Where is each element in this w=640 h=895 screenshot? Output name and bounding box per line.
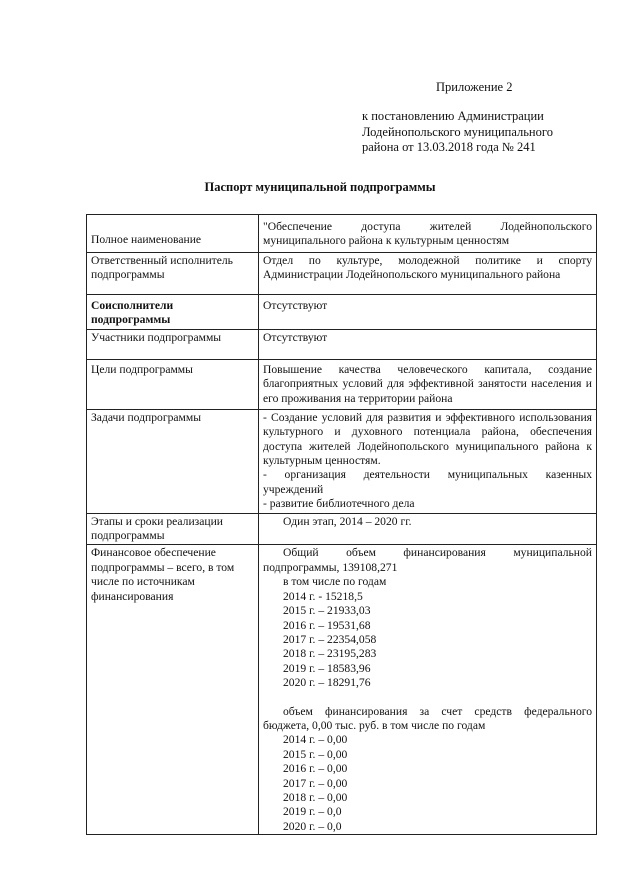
row-label [87,295,259,330]
document-title: Паспорт муниципальной подпрограммы [204,180,436,194]
label-finance: Финансовое обеспечение подпрограммы – всего, в том числе по источникам финансирования [91,546,235,603]
label-tasks: Задачи подпрограммы [91,410,201,424]
row-value [259,295,597,330]
table-row [87,409,597,513]
federal-year: 2015 г. – 0,00 [283,747,348,761]
decree-line: к постановлению Администрации [362,109,544,123]
value-goals: Повышение качества человеческого капитала, создание благоприятных условий для эффективной занятости населения и его проживания на территории района [263,362,592,405]
federal-year: 2019 г. – 0,0 [283,805,342,819]
value-stages: Один этап, 2014 – 2020 гг. [283,514,412,528]
task-item: - организация деятельности муниципальных казенных учреждений [263,468,592,496]
table-row [87,215,597,253]
row-label [87,359,259,409]
label-executor: Ответственный исполнитель подпрограммы [91,254,233,282]
row-label [87,513,259,545]
federal-year: 2014 г. – 0,00 [283,733,348,747]
row-value [259,513,597,545]
value-full-name: "Обеспечение доступа жителей Лодейнопольского муниципального района к культурным ценностям [263,220,592,248]
finance-total-text: Общий объем финансирования муниципальной подпрограммы, 139108,271 [263,546,592,574]
federal-total [263,705,592,734]
row-label [87,253,259,295]
spacer [263,691,592,705]
appendix-label: Приложение 2 [436,80,513,94]
task-item: - развитие библиотечного дела [263,497,415,511]
value-executor: Отдел по культуре, молодежной политике и спорту Администрации Лодейнопольского муниципального района [263,254,592,282]
row-value [259,253,597,295]
federal-year: 2018 г. – 0,00 [283,790,348,804]
table-row [87,295,597,330]
label-coexecutors: Соисполнители подпрограммы [91,299,174,327]
value-coexecutors: Отсутствуют [263,299,328,312]
row-label [87,409,259,513]
row-value [259,329,597,359]
table-row [87,359,597,409]
row-label [87,329,259,359]
row-value [259,409,597,513]
task-item: - Создание условий для развития и эффективного использования культурного и духовного потенциала района, обеспечения доступа жителей Лодейнопольского муниципального района к культурным ценностям. [263,410,592,468]
table-row [87,545,597,835]
table-row [87,513,597,545]
row-value [259,545,597,835]
federal-year: 2016 г. – 0,00 [283,762,348,776]
label-goals: Цели подпрограммы [91,362,193,376]
federal-year: 2017 г. – 0,00 [283,776,348,790]
federal-year: 2020 г. – 0,0 [283,819,342,833]
finance-year: 2014 г. - 15218,5 [283,589,363,603]
finance-year: 2016 г. – 19531,68 [283,618,371,632]
decree-line: района от 13.03.2018 года № 241 [362,140,536,154]
finance-year: 2018 г. – 23195,283 [283,647,377,661]
row-value [259,359,597,409]
passport-table [86,214,597,835]
finance-year: 2019 г. – 18583,96 [283,661,371,675]
table-row [87,329,597,359]
decree-line: Лодейнопольского муниципального [362,124,553,139]
table-row [87,253,597,295]
label-stages: Этапы и сроки реализации подпрограммы [91,514,223,543]
finance-year: 2015 г. – 21933,03 [283,604,371,618]
finance-year: 2017 г. – 22354,058 [283,632,377,646]
decree-reference [362,109,553,156]
row-value [259,215,597,253]
federal-total-text: объем финансирования за счет средств федерального бюджета, 0,00 тыс. руб. в том числе по годам [263,704,592,732]
value-participants: Отсутствуют [263,330,328,344]
finance-year: 2020 г. – 18291,76 [283,676,371,690]
label-full-name: Полное наименование [91,232,202,246]
finance-by-years: в том числе по годам [283,575,387,589]
row-label [87,215,259,253]
row-label [87,545,259,835]
label-participants: Участники подпрограммы [91,330,222,344]
finance-total [263,546,592,575]
